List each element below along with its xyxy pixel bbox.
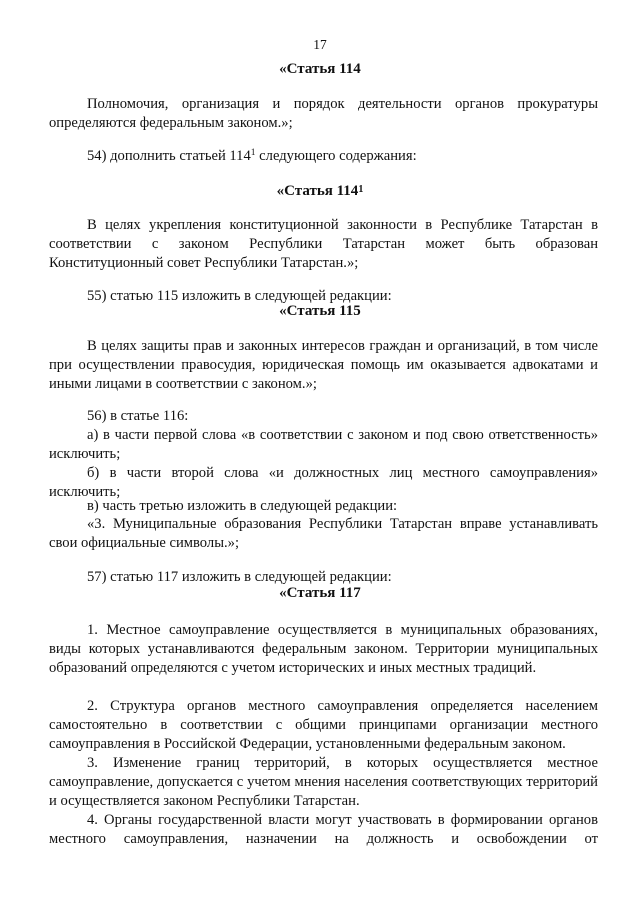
item-56-b: б) в части второй слова «и должностных лиц местного самоуправления» исключить; [49, 465, 598, 500]
article-117-part-3: 3. Изменение границ территорий, в которых осуществляется местное самоуправление, допускается с учетом мнения населения соответствующих территорий и осуществляется законом Республики Татарстан. [49, 755, 598, 809]
article-114-1-text: В целях укрепления конституционной законности в Республике Татарстан в соответствии с законом Республики Татарстан может быть образован Конституционный совет Республики Татарстан.»; [49, 217, 598, 271]
item-55: 55) статью 115 изложить в следующей редакции: [87, 288, 392, 304]
item-56-c-text: «3. Муниципальные образования Республики Татарстан вправе устанавливать свои официальные символы.»; [49, 516, 598, 551]
article-117-heading: «Статья 117 [279, 585, 361, 601]
article-114-heading: «Статья 114 [279, 61, 361, 77]
item-54: 54) дополнить статьей $114^1$ следующего содержания: [87, 148, 417, 164]
item-56-c: в) часть третью изложить в следующей редакции: [87, 498, 398, 514]
item-57: 57) статью 117 изложить в следующей редакции: [87, 569, 392, 585]
article-117-part-4: 4. Органы государственной власти могут участвовать в формировании органов местного самоуправления, назначении на должность и освобождении от [49, 812, 598, 847]
article-114-text: Полномочия, организация и порядок деятельности органов прокуратуры определяются федеральным законом.»; [49, 96, 598, 131]
page-number: 17 [313, 37, 327, 52]
article-117-part-1: 1. Местное самоуправление осуществляется в муниципальных образованиях, виды которых устанавливаются федеральным законом. Территории муниципальных образований определяются с учетом исторических и иных местных традиций. [49, 622, 598, 676]
item-56-a: а) в части первой слова «в соответствии с законом и под свою ответственность» исключить; [49, 427, 598, 462]
article-117-part-2: 2. Структура органов местного самоуправления определяется населением самостоятельно в соответствии с общими принципами организации местного самоуправления в Российской Федерации, установленными федеральным законом. [49, 698, 598, 752]
article-115-text: В целях защиты прав и законных интересов граждан и организаций, в том числе при осуществлении правосудия, юридическая помощь им оказывается адвокатами и иными лицами в соответствии с законом.»; [49, 338, 598, 392]
item-56: 56) в статье 116: [87, 408, 189, 424]
article-114-1-heading: «Статья $114^1$ [276, 183, 364, 199]
article-115-heading: «Статья 115 [279, 303, 361, 319]
